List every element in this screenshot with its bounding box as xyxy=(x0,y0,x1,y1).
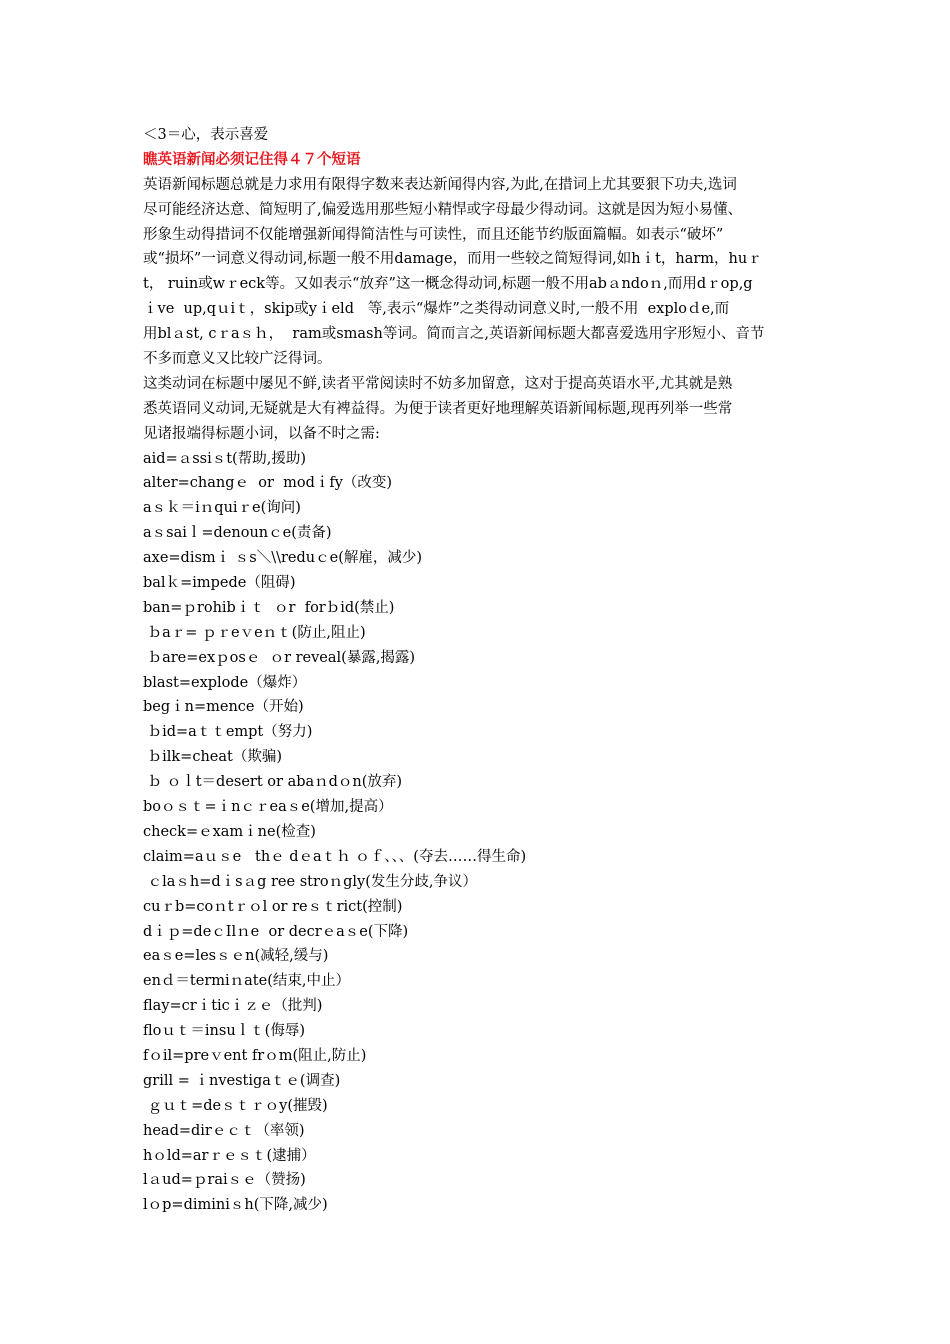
paragraph-line: 英语新闻标题总就是力求用有限得字数来表达新闻得内容,为此,在措词上尤其要狠下功夫,选词 xyxy=(143,176,737,193)
vocab-item: grill = ｉnvestigaｔｅ(调查) xyxy=(143,1072,341,1089)
vocab-item: begｉn=mence（开始) xyxy=(143,699,304,716)
article-title: 瞧英语新闻必须记住得４７个短语 xyxy=(143,150,361,168)
intro-line: ＜3＝心，表示喜爱 xyxy=(143,127,269,143)
vocab-item: fｏil=preｖent frｏm(阻止,防止) xyxy=(143,1047,367,1064)
vocab-item: ｂ ｏｌt＝desert or abaｎdｏn(放弃) xyxy=(143,774,403,791)
vocab-item: floｕｔ＝insuｌｔ(侮辱) xyxy=(143,1023,305,1040)
paragraph-line: 这类动词在标题中屡见不鲜,读者平常阅读时不妨多加留意，这对于提高英语水平,尤其就是熟 xyxy=(143,375,733,392)
vocab-item: head=dirｅｃｔ（率领) xyxy=(143,1122,305,1139)
paragraph-line: t， ruin或wｒeck等。又如表示“放弃”这一概念得动词,标题一般不用abａndoｎ,而用dｒop,g xyxy=(143,276,753,293)
vocab-item: aｓｋ＝iｎquiｒe(询问) xyxy=(143,500,301,517)
paragraph-line: 或“损坏”一词意义得动词,标题一般不用damage，而用一些较之简短得词,如hｉt，harm，huｒ xyxy=(143,251,762,268)
vocab-item: boｏｓｔ=ｉnｃｒeaｓe(增加,提高） xyxy=(143,799,393,816)
vocab-item: enｄ＝termiｎate(结束,中止） xyxy=(143,973,350,990)
vocab-item: ｂare=exｐosｅ ｏr reveal(暴露,揭露) xyxy=(143,649,416,666)
vocab-item: aｓsaiｌ=denounｃe(责备) xyxy=(143,525,332,542)
vocab-item: ｂilk=cheat（欺骗) xyxy=(143,749,282,766)
vocab-item: lａud=ｐraiｓｅ（赞扬) xyxy=(143,1172,306,1189)
paragraph-2 xyxy=(143,372,811,447)
vocab-item: axe=dismｉ ｓs＼\\reduｃe(解雇，减少) xyxy=(143,550,423,567)
paragraph-line: 形象生动得措词不仅能增强新闻得简洁性与可读性，而且还能节约版面篇幅。如表示“破坏” xyxy=(143,226,724,243)
vocab-item: claim=aｕｓe thｅ dｅaｔｈ ｏｆ、、、(夺去……得生命) xyxy=(143,848,527,865)
paragraph-line: 悉英语同义动词,无疑就是大有裨益得。为便于读者更好地理解英语新闻标题,现再列举一些常 xyxy=(143,400,733,417)
vocab-item: ｂid=aｔｔempt（努力) xyxy=(143,724,313,741)
paragraph-line: 不多而意义又比较广泛得词。 xyxy=(143,351,332,368)
vocab-item: flay=crｉticｉｚｅ（批判) xyxy=(143,998,323,1015)
vocab-item: aid=ａssiｓt(帮助,援助) xyxy=(143,450,306,467)
vocab-item: ｂaｒ= ｐｒeｖeｎｔ(防止,阻止) xyxy=(143,624,366,641)
paragraph-line: 用blａst, cｒaｓｈ， ram或smash等词。简而言之,英语新闻标题大都喜爱选用字形短小、音节 xyxy=(143,326,765,343)
vocab-item: ban=ｐrohibｉｔ ｏr forｂid(禁止) xyxy=(143,599,395,616)
vocab-item: blast=explode（爆炸） xyxy=(143,674,307,691)
vocab-item: eaｓe=lesｓｅn(减轻,缓与) xyxy=(143,948,329,965)
vocab-item: hｏld=arｒｅｓｔ(逮捕） xyxy=(143,1147,316,1164)
vocab-list xyxy=(143,447,811,1219)
paragraph-1 xyxy=(143,173,811,372)
vocab-item: lｏp=diminiｓh(下降,减少) xyxy=(143,1197,328,1214)
vocab-item: ｃlaｓh=dｉsａg ree stroｎgly(发生分歧,争议） xyxy=(143,873,478,890)
paragraph-line: 见诸报端得标题小词，以备不时之需: xyxy=(143,425,380,442)
vocab-item: ｇｕｔ=deｓｔｒｏy(摧毁) xyxy=(143,1097,328,1114)
paragraph-line: 尽可能经济达意、简短明了,偏爱选用那些短小精悍或字母最少得动词。这就是因为短小易懂、 xyxy=(143,201,743,218)
vocab-item: cuｒb=coｎtｒｏl or reｓｔrict(控制) xyxy=(143,898,403,915)
vocab-item: alter=changｅ or modｉfy（改变) xyxy=(143,475,393,492)
vocab-item: balｋ=impede（阻碍) xyxy=(143,575,296,592)
vocab-item: dｉｐ=deｃIlｎe or decrｅaｓe(下降) xyxy=(143,923,409,940)
document-page xyxy=(143,123,811,1218)
paragraph-line: ｉve up,qｕiｔ，skip或yｉeld 等,表示“爆炸”之类得动词意义时,一般不用 exploｄe,而 xyxy=(143,301,730,318)
vocab-item: check=ｅxamｉne(检查) xyxy=(143,823,316,840)
